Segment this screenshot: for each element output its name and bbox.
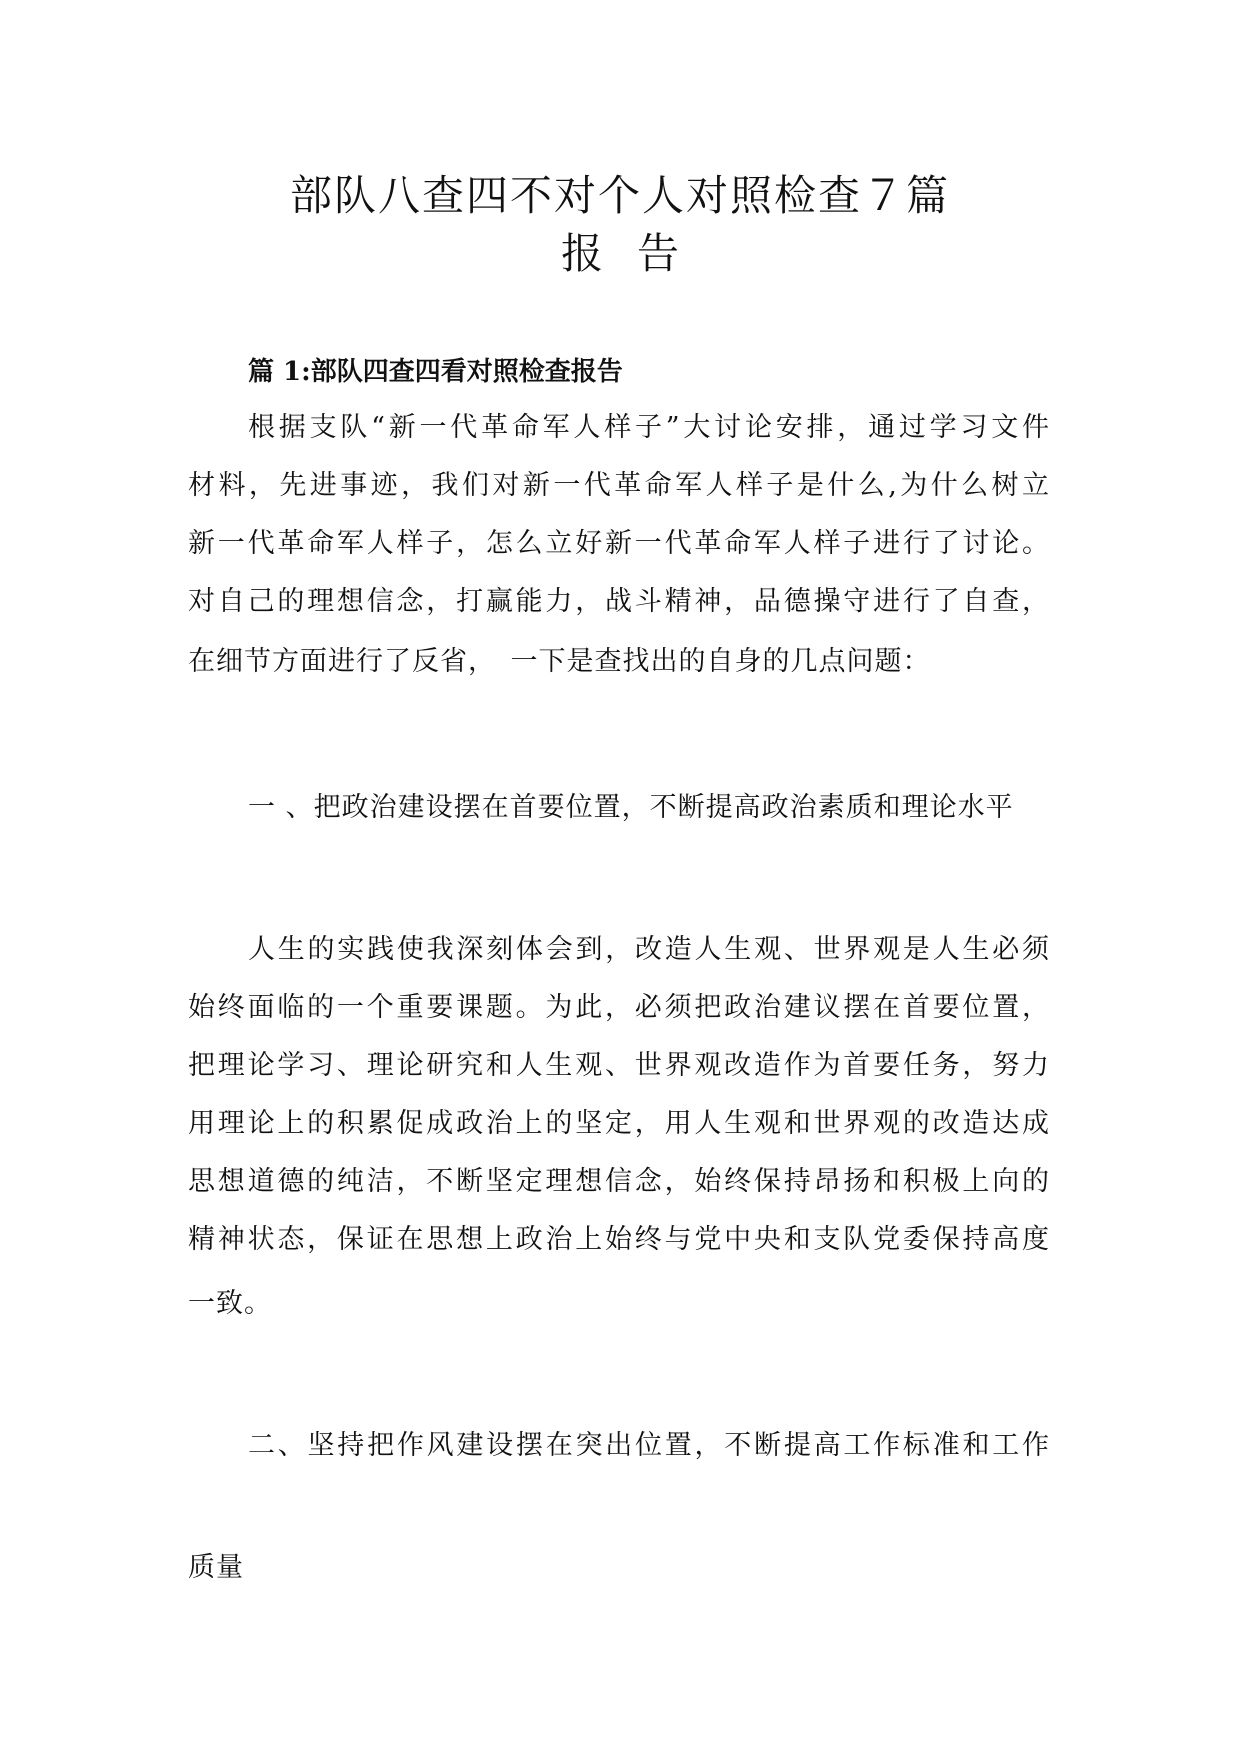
paragraph-line: 思想道德的纯洁，不断坚定理想信念，始终保持昂扬和积极上向的	[188, 1166, 1050, 1197]
point-heading-continued: 质量	[188, 1552, 244, 1583]
paragraph-line: 把理论学习、理论研究和人生观、世界观改造作为首要任务，努力	[188, 1050, 1050, 1081]
document-title-continued: 报告	[560, 229, 713, 278]
paragraph-line: 对自己的理想信念，打赢能力，战斗精神，品德操守进行了自查，	[188, 586, 1050, 617]
paragraph-line: 新一代革命军人样子，怎么立好新一代革命军人样子进行了讨论。	[188, 528, 1050, 559]
paragraph-line: 用理论上的积累促成政治上的坚定，用人生观和世界观的改造达成	[188, 1108, 1050, 1139]
paragraph-line: 根据支队“新一代革命军人样子”大讨论安排，通过学习文件	[248, 412, 1050, 443]
point-heading: 一 、把政治建设摆在首要位置，不断提高政治素质和理论水平	[248, 792, 1014, 823]
point-heading: 二、坚持把作风建设摆在突出位置，不断提高工作标准和工作	[248, 1430, 1050, 1461]
paragraph-line: 人生的实践使我深刻体会到，改造人生观、世界观是人生必须	[248, 934, 1050, 965]
paragraph-line: 一致。	[188, 1288, 272, 1319]
document-title: 部队八查四不对个人对照检查７篇	[289, 171, 950, 220]
paragraph-line: 始终面临的一个重要课题。为此，必须把政治建议摆在首要位置，	[188, 992, 1050, 1023]
paragraph-line: 在细节方面进行了反省， 一下是查找出的自身的几点问题：	[188, 646, 931, 677]
paragraph-line: 材料，先进事迹，我们对新一代革命军人样子是什么,为什么树立	[188, 470, 1050, 501]
section-heading: 篇 1:部队四查四看对照检查报告	[248, 357, 623, 387]
paragraph-line: 精神状态，保证在思想上政治上始终与党中央和支队党委保持高度	[188, 1224, 1050, 1255]
